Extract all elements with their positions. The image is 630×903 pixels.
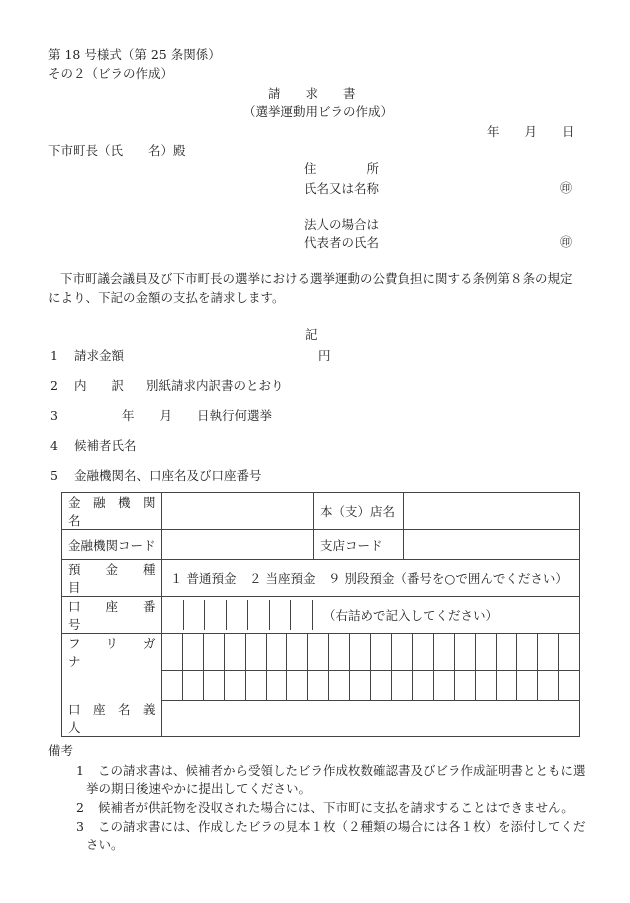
form-subtype: その２（ビラの作成） [48,66,174,81]
note-3-line2: さい。 [86,837,124,852]
address-label: 住 所 [304,161,380,176]
deposit-type-label: 預 金 種 目 [62,560,162,597]
item-5-number: 5 [50,468,58,483]
account-holder-label: 口 座 名 義 人 [62,700,162,737]
item-1-unit: 円 [318,348,331,363]
branch-code-field[interactable] [404,530,580,560]
document-title: 請 求 書 [268,86,356,101]
furigana-label-spacer [62,670,162,700]
branch-name-label: 本（支）店名 [314,493,404,530]
table-row [62,530,580,560]
request-body-line1: 下市町議会議員及び下市町長の選挙における選挙運動の公費負担に関する条例第８条の規定 [60,271,573,286]
note-1-line1: この請求書は、候補者から受領したビラ作成枚数確認書及びビラ作成証明書とともに選 [98,763,586,778]
account-holder-field[interactable] [162,700,580,737]
table-row [62,597,580,634]
deposit-type-options[interactable]: １ 普通預金 ２ 当座預金 ９ 別段預金（番号を○で囲んでください） [162,560,580,597]
notes-heading: 備考 [48,743,74,758]
ki-heading: 記 [305,327,318,342]
table-row [62,634,580,671]
seal-mark: ㊞ [560,181,573,195]
bank-code-label: 金融機関コード [62,530,162,560]
account-number-field[interactable] [162,597,580,634]
request-body-line2: により、下記の金額の支払を請求します。 [48,290,285,305]
item-3-text: 年 月 日執行何選挙 [122,408,273,423]
furigana-label: フ リ ガ ナ [62,634,162,671]
bank-code-field[interactable] [162,530,314,560]
account-number-label: 口 座 番 号 [62,597,162,634]
representative-label: 代表者の氏名 [304,235,380,250]
bank-name-field[interactable] [162,493,314,530]
item-3-number: 3 [50,408,58,423]
note-3-number: 3 [76,819,84,834]
note-2-number: 2 [76,800,84,815]
form-number: 第 18 号様式（第 25 条関係） [48,47,221,62]
bank-account-table [61,492,580,737]
item-2-value: 別紙請求内訳書のとおり [146,378,284,393]
item-2-number: 2 [50,378,58,393]
table-row [62,670,580,700]
account-digit-boxes[interactable] [162,600,313,630]
branch-name-field[interactable] [404,493,580,530]
name-label: 氏名又は名称 [304,181,380,196]
item-1-label: 請求金額 [74,348,125,363]
item-1-number: 1 [50,348,58,363]
branch-code-label: 支店コード [314,530,404,560]
document-subtitle: （選挙運動用ビラの作成） [243,104,394,119]
corporation-label: 法人の場合は [304,217,380,232]
note-3-line1: この請求書には、作成したビラの見本１枚（２種類の場合には各１枚）を添付してくだ [98,819,586,834]
addressee: 下市町長（氏 名）殿 [48,143,186,158]
item-4-number: 4 [50,438,58,453]
item-4-label: 候補者氏名 [74,438,137,453]
furigana-field-row2[interactable] [162,670,580,700]
note-2-text: 候補者が供託物を没収された場合には、下市町に支払を請求することはできません。 [98,800,574,815]
table-row [62,560,580,597]
note-1-number: 1 [76,763,84,778]
seal-mark-representative: ㊞ [560,235,573,249]
bank-name-label: 金 融 機 関 名 [62,493,162,530]
note-1-line2: 挙の期日後速やかに提出してください。 [86,781,312,796]
account-number-note: （右詰めで記入してください） [323,608,499,623]
table-row [62,493,580,530]
furigana-field[interactable] [162,634,580,671]
date-line: 年 月 日 [487,124,575,139]
item-5-label: 金融機関名、口座名及び口座番号 [74,468,262,483]
item-2-label: 内 訳 [74,378,125,393]
table-row [62,700,580,737]
